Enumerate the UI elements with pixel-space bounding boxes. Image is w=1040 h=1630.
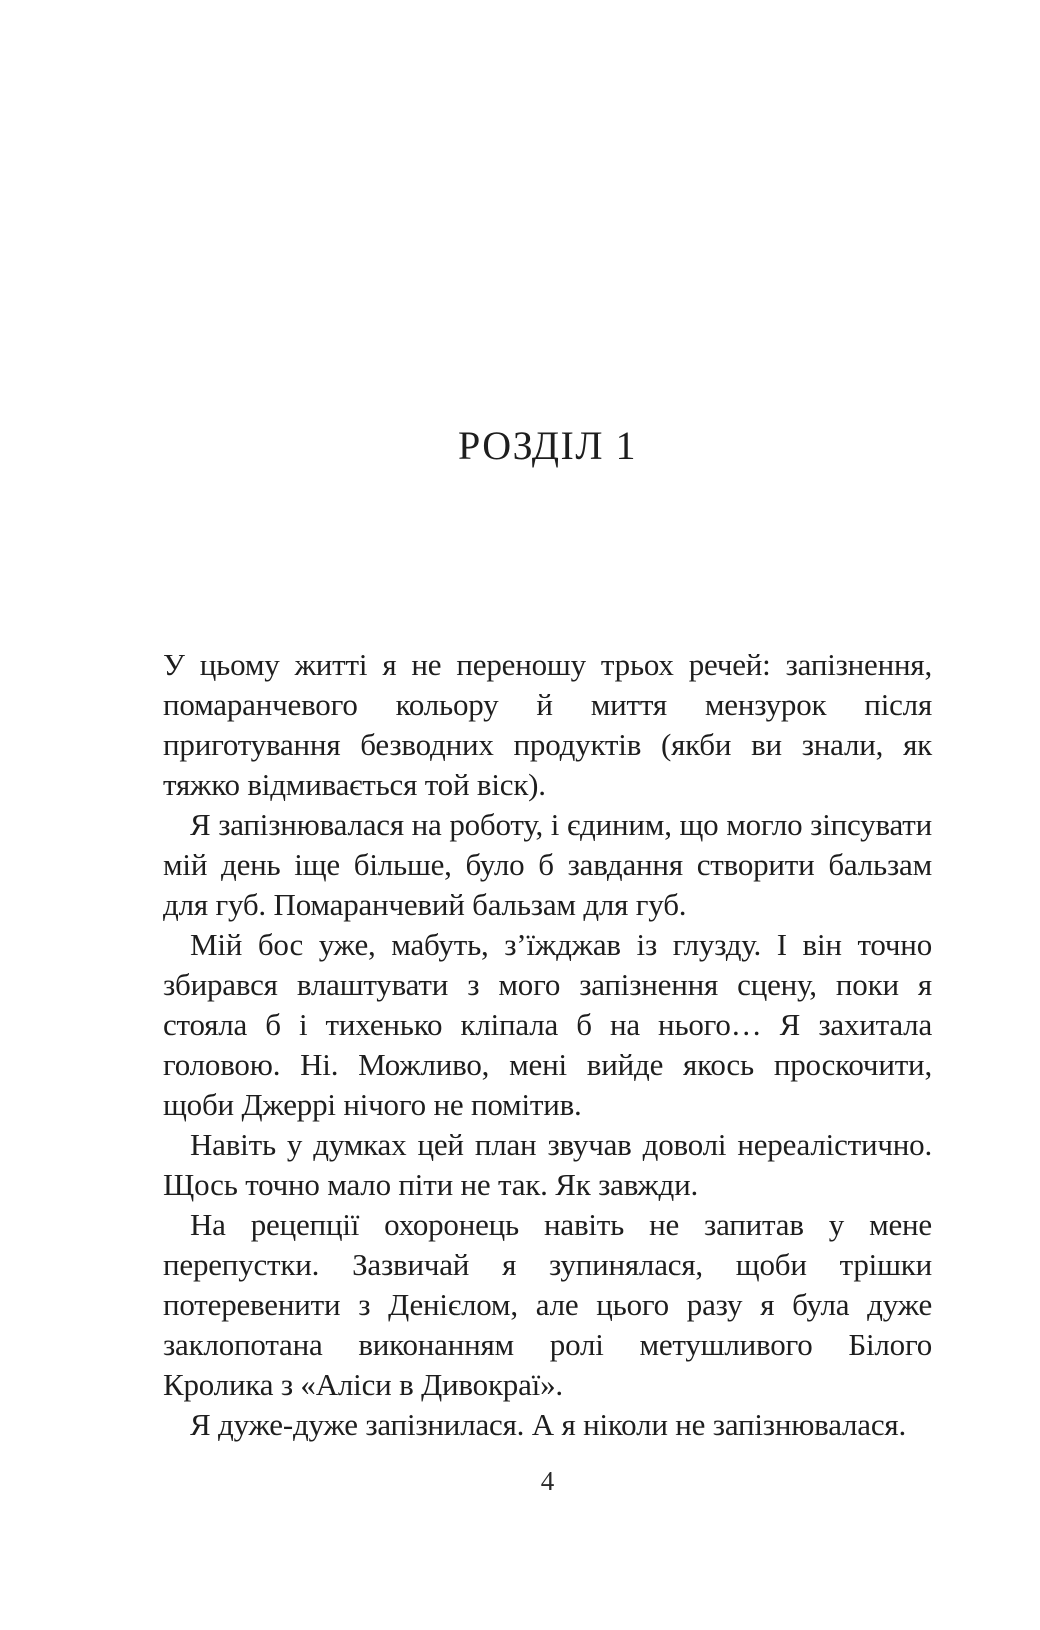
chapter-title: РОЗДІЛ 1 bbox=[458, 423, 637, 468]
paragraph: Мій бос уже, мабуть, з’їжджав із глузду. І він точно збирався влаштувати з мого запізнення сцену, поки я стояла б і тихенько кліпала б на нього… Я захитала головою. Ні. Можливо, мені вийде якось проскочити, щоби Джеррі нічого не помітив. bbox=[163, 927, 932, 1122]
paragraph: Я запізнювалася на роботу, і єдиним, що могло зіпсувати мій день іще більше, було б завдання створити бальзам для губ. Помаранчевий бальзам для губ. bbox=[163, 807, 932, 922]
paragraph: Навіть у думках цей план звучав доволі нереалістично. Щось точно мало піти не так. Як завжди. bbox=[163, 1127, 932, 1202]
paragraph: Я дуже-дуже запізнилася. А я ніколи не запізнювалася. bbox=[190, 1407, 907, 1442]
page-number: 4 bbox=[540, 1466, 555, 1496]
paragraph: У цьому житті я не переношу трьох речей: запізнення, помаранчевого кольору й миття мензурок після приготування безводних продуктів (якби ви знали, як тяжко відмивається той віск). bbox=[163, 647, 932, 802]
paragraph: На рецепції охоронець навіть не запитав у мене перепустки. Зазвичай я зупинялася, щоби трішки потеревенити з Денієлом, але цього разу я була дуже заклопотана виконанням ролі метушливого Білого Кролика з «Аліси в Дивокраї». bbox=[163, 1207, 932, 1402]
text-block bbox=[163, 645, 932, 1445]
